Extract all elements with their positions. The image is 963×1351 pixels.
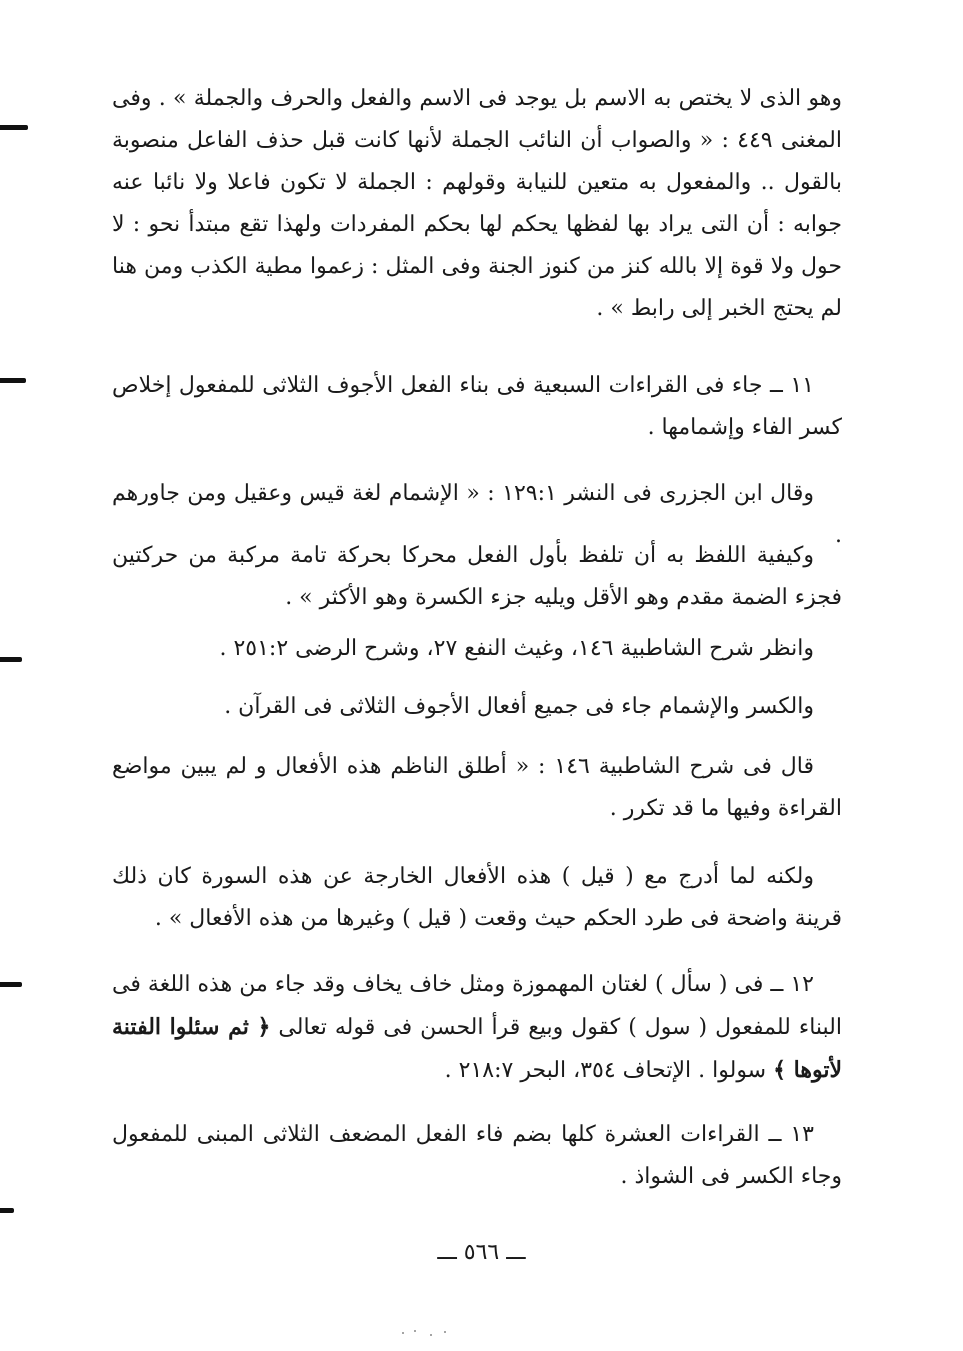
- paragraph-7: [112, 746, 842, 830]
- margin-mark: [0, 1208, 14, 1213]
- paragraph-8: [112, 856, 842, 940]
- paragraph-text-part: سولوا . الإتحاف ٣٥٤، البحر ٢١٨:٧ .: [444, 1058, 774, 1083]
- paragraph-text-part: ١٢ ــ فى ( سأل ) لغتان المهموزة ومثل خاف يخاف وقد جاء من هذه اللغة فى البناء للمفعول ( سول ) كقول وبيع قرأ الحسن فى قوله تعالى: [112, 972, 842, 1040]
- paragraph-1: [112, 78, 842, 330]
- scan-specks: [400, 1328, 460, 1338]
- paragraph-text: ولكنه لما أدرج مع ( قيل ) هذه الأفعال الخارجة عن هذه السورة كان ذلك قرينة واضحة فى طرد الحكم حيث وقعت ( قيل ) وغيرها من هذه الأفعال » .: [112, 864, 842, 931]
- margin-mark: [0, 125, 28, 130]
- paragraph-5: [112, 628, 842, 670]
- margin-mark: [0, 378, 26, 383]
- paragraph-10: [112, 1114, 842, 1198]
- paragraph-text: ١١ ــ جاء فى القراءات السبعية فى بناء الفعل الأجوف الثلاثى للمفعول إخلاص كسر الفاء وإشمامها .: [112, 373, 842, 440]
- paragraph-text: وقال ابن الجزرى فى النشر ١٢٩:١ : « الإشمام لغة قيس وعقيل ومن جاورهم .: [112, 481, 842, 548]
- paragraph-6: [112, 686, 842, 728]
- paragraph-9: [112, 964, 842, 1092]
- paragraph-text: والكسر والإشمام جاء فى جميع أفعال الأجوف الثلاثى فى القرآن .: [224, 694, 814, 719]
- paragraph-text: وهو الذى لا يختص به الاسم بل يوجد فى الاسم والفعل والحرف والجملة » . وفى المغنى ٤٤٩ : « والصواب أن النائب الجملة لأنها كانت قبل حذف الفاعل منصوبة بالقول .. والمفعول به متعين للنيابة وقولهم : الجملة لا تكون فاعلا ولا نائبا عنه جوابه : أن التى يراد بها لفظها يحكم لها بحكم المفردات ولهذا تقع مبتدأ نحو : لا حول ولا قوة إلا بالله كنز من كنوز الجنة وفى المثل : زعموا مطية الكذب ومن هنا لم يحتج الخبر إلى رابط » .: [112, 86, 842, 321]
- paragraph-text: ١٣ ــ القراءات العشرة كلها بضم فاء الفعل المضعف الثلاثى المبنى للمفعول وجاء الكسر فى الشواذ .: [112, 1122, 842, 1189]
- paragraph-text: [112, 964, 842, 1092]
- paragraph-text: قال فى شرح الشاطبية ١٤٦ : « أطلق الناظم هذه الأفعال و لم يبين مواضع القراءة وفيها ما قد تكرر .: [112, 754, 842, 821]
- quran-quote: ﴿ ثم سئلوا الفتنة لأتوها ﴾: [112, 1014, 842, 1083]
- paragraph-text: وانظر شرح الشاطبية ١٤٦، وغيث النفع ٢٧، وشرح الرضى ٢٥١:٢ .: [219, 636, 814, 661]
- paragraph-2: [112, 365, 842, 449]
- page-number: ـــ ٥٦٦ ـــ: [437, 1240, 526, 1265]
- margin-mark: [0, 982, 22, 987]
- margin-mark: [0, 657, 22, 662]
- paragraph-4: [112, 535, 842, 619]
- paragraph-text: وكيفية اللفظ به أن تلفظ بأول الفعل محركا بحركة تامة مركبة من حركتين فجزء الضمة مقدم وهو الأقل ويليه جزء الكسرة وهو الأكثر » .: [112, 543, 842, 610]
